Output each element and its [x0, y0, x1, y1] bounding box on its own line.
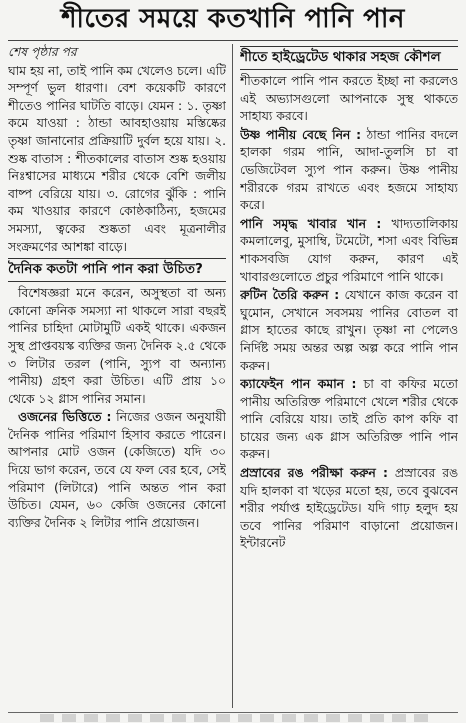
tip-urine-color-lead: প্রস্রাবের রঙ পরীক্ষা করুন :: [240, 466, 388, 481]
paragraph-daily-amount: বিশেষজ্ঞরা মনে করেন, অসুস্থতা বা অন্য কোনো ক্রনিক সমস্যা না থাকলে সারা বছরই পানির চাহিদা মোটামুটি একই থাকে। একজন সুস্থ প্রাপ্তবয়স্ক ব্যক্তির জন্য দৈনিক ২.৫ থেকে ৩ লিটার তরল (পানি, স্যুপ বা অন্যান্য পানীয়) গ্রহণ করা উচিত। এটি প্রায় ১০ থেকে ১২ গ্লাস পানির সমান।: [8, 286, 226, 406]
source-credit: ইন্টারনেট: [240, 536, 286, 551]
bottom-rule: [8, 712, 458, 713]
tip-caffeine: [240, 376, 458, 464]
tip-urine-color: [240, 465, 458, 553]
by-weight-text: নিজের ওজন অনুযায়ী দৈনিক পানির পরিমাণ হিসাব করতে পারেন। আপনার মোট ওজন (কেজিতে) যদি ৩০ দিয়ে ভাগ করেন, তবে যে ফল বের হবে, সেই পরিমাণ (লিটারে) পানি অন্তত পান করা উচিত। যেমন, ৬০ কেজি ওজনের কোনো ব্যক্তির দৈনিক ২ লিটার পানি প্রয়োজন।: [8, 410, 226, 530]
column-divider: [232, 44, 233, 708]
right-column: [240, 44, 458, 712]
tip-water-rich-food-text: খাদ্যতালিকায় কমলালেবু, মুসাম্বি, টমেটো, শসা এবং বিভিন্ন শাকসবজি যোগ করুন, কারণ এই খাবারগুলোতে প্রচুর পরিমাণে পানি থাকে।: [240, 216, 458, 284]
tip-urine-color-text: প্রস্রাবের রঙ যদি হালকা বা খড়ের মতো হয়, তবে বুঝবেন শরীর পর্যাপ্ত হাইড্রেটেড। যদি গাঢ় হলুদ হয় তবে পানির পরিমাণ বাড়ানো প্রয়োজন।: [240, 466, 458, 533]
hydration-tips-heading-box: [240, 46, 458, 70]
hydration-tips-heading: শীতে হাইড্রেটেড থাকার সহজ কৌশল: [240, 49, 441, 65]
daily-intake-heading: দৈনিক কতটা পানি পান করা উচিত?: [8, 261, 203, 278]
tips-intro: শীতকালে পানি পান করতে ইচ্ছা না করলেও এই অভ্যাসগুলো আপনাকে সুস্থ থাকতে সাহায্য করবে।: [240, 74, 458, 124]
tip-water-rich-food: [240, 216, 458, 286]
cut-off-next-line: [40, 714, 430, 722]
continuation-note: শেষ পৃষ্ঠার পর: [8, 45, 77, 59]
tip-water-rich-food-lead: পানি সমৃদ্ধ খাবার খান :: [240, 216, 382, 231]
by-weight-lead: ওজনের ভিত্তিতে :: [18, 410, 112, 425]
left-column: [8, 44, 226, 712]
daily-intake-heading-box: [8, 258, 226, 282]
tip-routine-text: যেখানে কাজ করেন বা ঘুমোন, সেখানে সবসময় পানির বোতল বা গ্লাস হাতের কাছে রাখুন। তৃষ্ণা না পেলেও নির্দিষ্ট সময় অন্তর অল্প অল্প করে পানি পান করুন।: [240, 288, 458, 373]
article-headline: শীতের সময়ে কতখানি পানি পান: [61, 4, 405, 34]
tip-routine-lead: রুটিন তৈরি করুন :: [240, 288, 340, 303]
tip-warm-drinks-text: ঠান্ডা পানির বদলে হালকা গরম পানি, আদা-তুলসি চা বা ভেজিটেবল স্যুপ পান করুন। উষ্ণ পানীয় শরীরকে গরম রাখতে এবং হজমে সাহায্য করে।: [240, 127, 458, 213]
tip-caffeine-text: চা বা কফির মতো পানীয় অতিরিক্ত পরিমাণে খেলে শরীর থেকে পানি বেরিয়ে যায়। তাই প্রতি কাপ কফি বা চায়ের জন্য এক গ্লাস অতিরিক্ত পানি পান করুন।: [240, 377, 458, 462]
tip-warm-drinks: [240, 127, 458, 215]
tip-warm-drinks-lead: উষ্ণ পানীয় বেছে নিন :: [240, 127, 362, 142]
paragraph-reasons: ঘাম হয় না, তাই পানি কম খেলেও চলে। এটি সম্পূর্ণ ভুল ধারণা। বেশ কয়েকটি কারণে শীতেও পানির ঘাটতি বাড়ে। যেমন : ১. তৃষ্ণা কমে যাওয়া : ঠান্ডা আবহাওয়ায় মস্তিষ্কের তৃষ্ণা জানানোর প্রক্রিয়াটি দুর্বল হয়ে যায়। ২. শুষ্ক বাতাস : শীতকালের বাতাস শুষ্ক হওয়ায় নিঃশ্বাসের মাধ্যমে শরীর থেকে বেশি জলীয় বাষ্প বেরিয়ে যায়। ৩. রোগের ঝুঁকি : পানি কম খাওয়ার কারণে কোষ্ঠকাঠিন্য, হজমের সমস্যা, ত্বকের শুষ্কতা এবং মূত্রনালীর সংক্রমণের আশঙ্কা বাড়ে।: [8, 63, 226, 254]
paragraph-by-weight: [8, 409, 226, 532]
tip-caffeine-lead: ক্যাফেইন পান কমান :: [240, 377, 357, 392]
tip-routine: [240, 287, 458, 375]
headline-rule: [8, 40, 458, 41]
